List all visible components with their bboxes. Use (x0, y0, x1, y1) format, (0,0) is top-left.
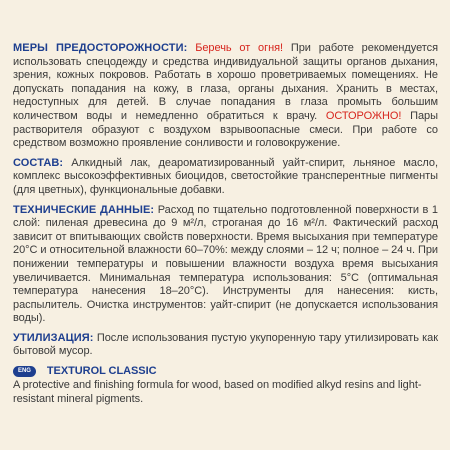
english-header (13, 365, 438, 379)
composition-text: Алкидный лак, деароматизированный уайт-спирит, льняное масло, комплекс высокоэффективных биоцидов, светостойкие трансперентные пигменты (для цветных), функциональные добавки. (13, 156, 438, 196)
fire-warning: Беречь от огня! (195, 42, 284, 54)
technical-text: Расход по тщательно подготовленной поверхности в 1 слой: пиленая древесина до 9 м²/л, строганая до 16 м²/л. Фактический расход зависит от впитывающих свойств поверхности. Время высыхания при температуре 20°C и относительной влажности 60–70%: между слоями – 12 ч; полное – 24 ч. При понижении температуры и повышении влажности воздуха время высыхания увеличивается. Минимальная температура использования: 5°C (оптимальная температура нанесения 18–20°C). Инструменты для нанесения: кисть, распылитель. Очистка инструментов: уайт-спирит (не допускается использования воды). (13, 203, 438, 325)
product-label-text (13, 42, 438, 406)
precautions-text: При работе рекомендуется использовать спецодежду и средства индивидуальной защиты органов дыхания, зрения, кожных покровов. Работать в хорошо проветриваемых помещениях. Не допускать попадания на кожу, в глаза, органы дыхания. Хранить в местах, недоступных для детей. В случае попадания в глаза промыть большим количеством воды и немедленно обратиться к врачу. (13, 42, 438, 122)
composition-section (13, 157, 438, 198)
product-name: TEXTUROL CLASSIC (46, 365, 157, 378)
disposal-heading: УТИЛИЗАЦИЯ: (13, 331, 94, 344)
caution-warning: ОСТОРОЖНО! (325, 109, 402, 122)
disposal-section (13, 332, 438, 359)
precautions-section (13, 42, 438, 151)
eng-badge: ENG (13, 366, 36, 377)
precautions-heading: МЕРЫ ПРЕДОСТОРОЖНОСТИ: (13, 42, 188, 54)
composition-heading: СОСТАВ: (13, 156, 64, 169)
precautions-text-2: Пары растворителя образуют с воздухом взрывоопасные смеси. При работе со средством возможно проявление сонливости и головокружение. (13, 109, 438, 150)
technical-section (13, 204, 438, 326)
technical-heading: ТЕХНИЧЕСКИЕ ДАННЫЕ: (13, 203, 155, 216)
english-text: A protective and finishing formula for wood, based on modified alkyd resins and light-resistant mineral pigments. (13, 379, 422, 405)
disposal-text: После использования пустую укупоренную тару утилизировать как бытовой мусор. (13, 331, 438, 358)
